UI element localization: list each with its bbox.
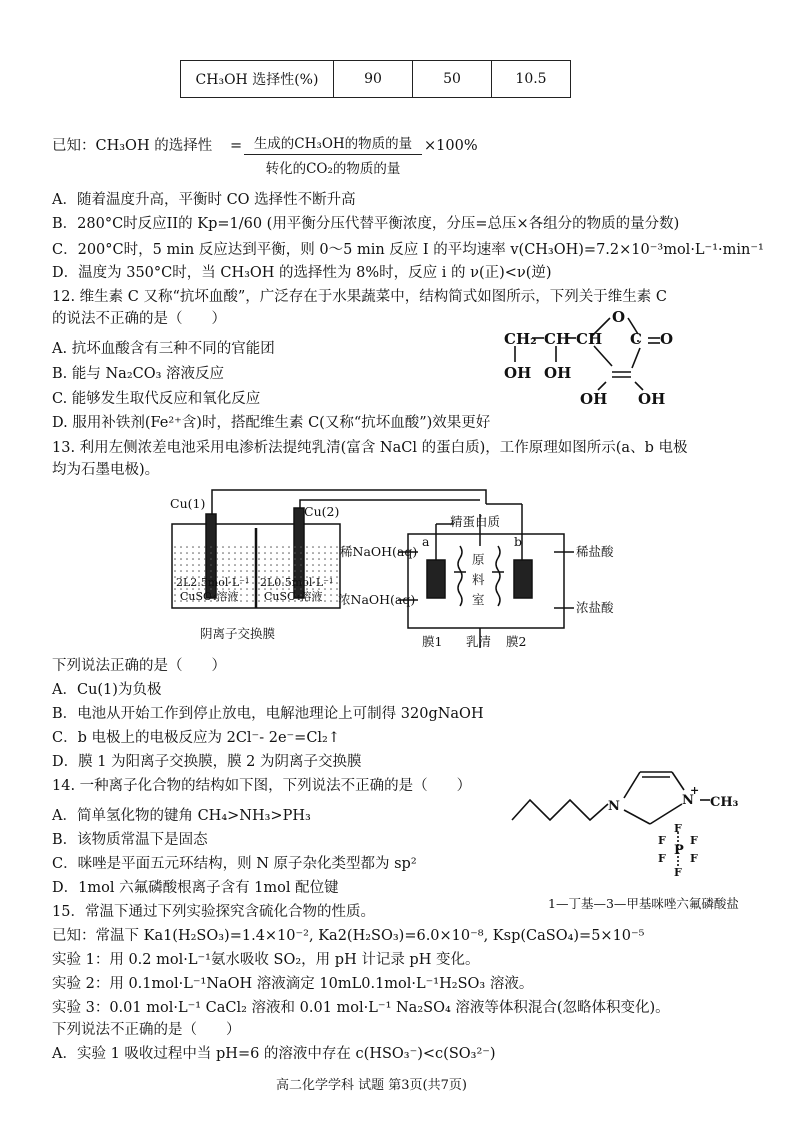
q11-option-a: A．随着温度升高，平衡时 CO 选择性不断升高 xyxy=(52,192,356,208)
table-row xyxy=(181,61,571,98)
label-conc-hcl: 浓盐酸 xyxy=(576,600,614,615)
label-dilute-hcl: 稀盐酸 xyxy=(576,544,614,559)
imidazolium-structure xyxy=(500,760,760,916)
q12-option-b: B. 能与 Na₂CO₃ 溶液反应 xyxy=(52,366,225,382)
label-conc-naoh: 浓NaOH(aq) xyxy=(338,592,416,607)
label-electrode-b: b xyxy=(514,534,523,549)
q11-option-c: C．200°C时，5 min 反应达到平衡，则 0～5 min 反应 I 的平均速率 v(CH₃OH)=7.2×10⁻³mol·L⁻¹·min⁻¹ xyxy=(52,242,764,258)
q13-option-c: C．b 电极上的电极反应为 2Cl⁻- 2e⁻=Cl₂↑ xyxy=(52,730,341,746)
q15-experiment-3: 实验 3：0.01 mol·L⁻¹ CaCl₂ 溶液和 0.01 mol·L⁻¹ Na₂SO₄ 溶液等体积混合(忽略体积变化)。 xyxy=(52,1000,670,1016)
label-anion-membrane: 阴离子交换膜 xyxy=(200,626,276,641)
label-raw-3: 室 xyxy=(472,592,485,607)
label-membrane-2: 膜2 xyxy=(506,634,527,649)
cation-charge: + xyxy=(690,784,700,797)
label-pure-protein: 精蛋白质 xyxy=(450,514,501,529)
label-sol2-conc: 2L0.5mol·L⁻¹ xyxy=(260,576,334,589)
label-sol1-name: CuSO₄溶液 xyxy=(180,590,239,603)
struct-ch-b: CH xyxy=(576,330,603,348)
q15-experiment-2: 实验 2：用 0.1mol·L⁻¹NaOH 溶液滴定 10mL0.1mol·L⁻¹H₂SO₃ 溶液。 xyxy=(52,976,534,992)
label-whey: 乳清 xyxy=(466,634,492,649)
q14-option-d: D．1mol 六氟磷酸根离子含有 1mol 配位键 xyxy=(52,880,339,896)
q13-stem-line1: 13. 利用左侧浓差电池采用电渗析法提纯乳清(富含 NaCl 的蛋白质)，工作原理如图所示(a、b 电极 xyxy=(52,440,688,456)
f-atom: F xyxy=(690,852,698,865)
q12-stem-line2: 的说法不正确的是（ ） xyxy=(52,311,226,327)
label-raw-1: 原 xyxy=(472,552,485,567)
structure-caption: 1—丁基—3—甲基咪唑六氟磷酸盐 xyxy=(548,896,739,911)
f-atom: F xyxy=(674,822,682,835)
struct-oh3: OH xyxy=(580,390,608,408)
label-dilute-naoh: 稀NaOH(aq) xyxy=(340,544,418,559)
n-atom-1: N xyxy=(608,799,620,814)
methyl-group: CH₃ xyxy=(710,795,739,810)
f-atom: F xyxy=(690,834,698,847)
q12-stem-line1: 12. 维生素 C 又称“抗坏血酸”，广泛存在于水果蔬菜中，结构简式如图所示，下列关于维生素 C xyxy=(52,289,668,305)
table-cell: 50 xyxy=(413,61,492,98)
electrodialysis-diagram xyxy=(160,484,630,654)
label-membrane-1: 膜1 xyxy=(422,634,443,649)
struct-oh2: OH xyxy=(544,364,572,382)
f-atom: F xyxy=(658,834,666,847)
table-cell: 10.5 xyxy=(492,61,571,98)
struct-ch-a: CH xyxy=(544,330,571,348)
q13-stem-line2: 均为石墨电极)。 xyxy=(52,462,160,478)
label-cu2: Cu(2) xyxy=(304,504,340,519)
q15-stem: 15．常温下通过下列实验探究含硫化合物的性质。 xyxy=(52,904,375,920)
known-prefix: 已知：CH₃OH 的选择性 xyxy=(52,138,213,154)
fraction-denominator: 转化的CO₂的物质的量 xyxy=(265,161,401,177)
table-row-label: CH₃OH 选择性(%) xyxy=(181,61,334,98)
struct-oh4: OH xyxy=(638,390,666,408)
q13-ask: 下列说法正确的是（ ） xyxy=(52,658,226,674)
f-atom: F xyxy=(658,852,666,865)
struct-ch2: CH₂ xyxy=(504,330,537,348)
table-cell: 90 xyxy=(334,61,413,98)
q11-option-b: B．280°C时反应II的 Kp=1/60 (用平衡分压代替平衡浓度，分压=总压×各组分的物质的量分数) xyxy=(52,216,680,232)
label-raw-2: 料 xyxy=(472,572,485,587)
selectivity-table xyxy=(180,60,571,98)
n-atom-2: N xyxy=(682,793,694,808)
q14-stem: 14. 一种离子化合物的结构如下图，下列说法不正确的是（ ） xyxy=(52,778,472,794)
page-footer: 高二化学学科 试题 第3页(共7页) xyxy=(276,1078,467,1093)
q13-option-a: A．Cu(1)为负极 xyxy=(52,682,162,698)
selectivity-fraction xyxy=(244,132,422,177)
struct-oh1: OH xyxy=(504,364,532,382)
struct-o-ring: O xyxy=(612,308,626,326)
q15-ask: 下列说法不正确的是（ ） xyxy=(52,1022,241,1038)
q11-option-d: D．温度为 350°C时，当 CH₃OH 的选择性为 8%时，反应 i 的 ν(正)<ν(逆) xyxy=(52,265,552,281)
f-atom: F xyxy=(674,866,682,879)
q12-option-a: A. 抗坏血酸含有三种不同的官能团 xyxy=(52,341,275,357)
q14-option-c: C．咪唑是平面五元环结构，则 N 原子杂化类型都为 sp² xyxy=(52,856,417,872)
vitamin-c-structure xyxy=(480,300,690,412)
known-eq: = xyxy=(230,138,243,154)
q13-option-d: D．膜 1 为阳离子交换膜，膜 2 为阴离子交换膜 xyxy=(52,754,362,770)
struct-o-keto: O xyxy=(660,330,674,348)
q15-option-a: A．实验 1 吸收过程中当 pH=6 的溶液中存在 c(HSO₃⁻)<c(SO₃²⁻) xyxy=(52,1046,496,1062)
p-atom: P xyxy=(674,843,684,858)
label-sol1-conc: 2L2.5mol·L⁻¹ xyxy=(176,576,250,589)
label-sol2-name: CuSO₄溶液 xyxy=(264,590,323,603)
q12-option-c: C. 能够发生取代反应和氧化反应 xyxy=(52,391,261,407)
label-electrode-a: a xyxy=(422,534,430,549)
known-times: ×100% xyxy=(424,138,478,154)
q15-experiment-1: 实验 1：用 0.2 mol·L⁻¹氨水吸收 SO₂，用 pH 计记录 pH 变化。 xyxy=(52,952,480,968)
q13-option-b: B．电池从开始工作到停止放电，电解池理论上可制得 320gNaOH xyxy=(52,706,484,722)
q14-option-a: A．简单氢化物的键角 CH₄>NH₃>PH₃ xyxy=(52,808,311,824)
struct-c: C xyxy=(630,330,642,348)
q12-option-d: D. 服用补铁剂(Fe²⁺含)时，搭配维生素 C(又称“抗坏血酸”)效果更好 xyxy=(52,415,491,431)
fraction-numerator: 生成的CH₃OH的物质的量 xyxy=(253,136,413,152)
label-cu1: Cu(1) xyxy=(170,496,206,511)
q14-option-b: B．该物质常温下是固态 xyxy=(52,832,208,848)
q15-known: 已知：常温下 Ka1(H₂SO₃)=1.4×10⁻², Ka2(H₂SO₃)=6.0×10⁻⁸, Ksp(CaSO₄)=5×10⁻⁵ xyxy=(52,928,645,944)
